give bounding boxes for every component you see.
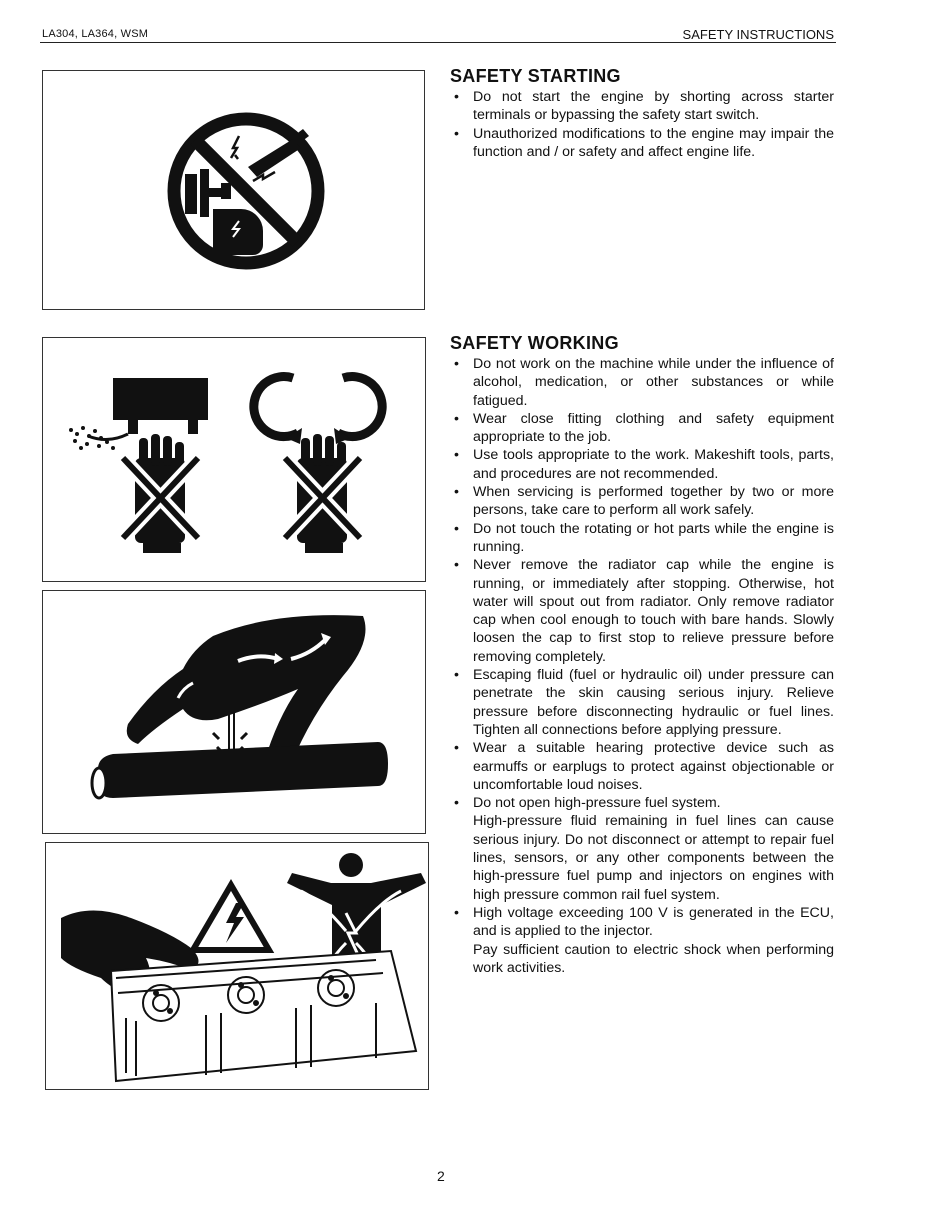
list-item-text: Never remove the radiator cap while the engine is running, or immediately after stopping. Otherwise, hot water will spout out from radiator. Only remove radiator cap when cool enough to touch with bare hands. Slowly loosen the cap to first stop to relieve pressure before removing completely. [473, 557, 834, 665]
bullet: • [454, 904, 459, 921]
escaping-fluid-illustration-frame [42, 590, 426, 834]
bullet: • [454, 447, 459, 464]
rotating-hot-parts-illustration [43, 338, 425, 581]
bullet: • [454, 740, 459, 757]
no-shorting-starter-icon [43, 71, 424, 309]
bullet: • [454, 795, 459, 812]
list-item [450, 904, 834, 977]
list-item [450, 410, 834, 447]
list-item-text: High voltage exceeding 100 V is generated in the ECU, and is applied to the injector. [473, 904, 834, 940]
list-item [450, 520, 834, 557]
list-item [450, 556, 834, 666]
electric-shock-illustration-frame [45, 842, 429, 1090]
list-item-text: Escaping fluid (fuel or hydraulic oil) under pressure can penetrate the skin causing serious injury. Relieve pressure before disconnecting hydraulic or fuel lines. Tighten all connections before applying pressure. [473, 667, 834, 738]
safety-working-title: SAFETY WORKING [450, 333, 619, 353]
bullet: • [454, 356, 459, 372]
list-item-text: Pay sufficient caution to electric shock when performing work activities. [473, 941, 834, 976]
safety-starting-title: SAFETY STARTING [450, 66, 621, 86]
list-item [450, 446, 834, 483]
list-item-text: Wear a suitable hearing protective device such as earmuffs or earplugs to protect against objectionable or uncomfortable loud noises. [473, 740, 834, 793]
page-number: 2 [437, 1168, 445, 1184]
list-item-text: Do not start the engine by shorting across starter terminals or bypassing the safety start switch. [473, 89, 834, 124]
list-item [450, 125, 834, 162]
bullet: • [454, 89, 459, 105]
list-item-text: Wear close fitting clothing and safety equipment appropriate to the job. [473, 410, 834, 446]
bullet: • [454, 520, 459, 537]
list-item-text: Do not open high-pressure fuel system. [473, 795, 721, 812]
list-item [450, 355, 834, 410]
manual-code: LA304, LA364, WSM [42, 28, 149, 40]
rotating-parts-illustration-frame [42, 337, 426, 582]
list-item-text: Use tools appropriate to the work. Makeshift tools, parts, and procedures are not recommended. [473, 447, 834, 482]
list-item [450, 483, 834, 520]
bullet: • [454, 484, 459, 501]
electric-shock-illustration [46, 843, 428, 1089]
bullet: • [454, 557, 459, 574]
list-item-text: Do not touch the rotating or hot parts while the engine is running. [473, 520, 834, 555]
safety-working-list [450, 355, 834, 977]
safety-starting-section [450, 66, 834, 161]
list-item-text: Do not work on the machine while under the influence of alcohol, medication, or other substances or while fatigued. [473, 356, 834, 409]
list-item-text: High-pressure fluid remaining in fuel lines can cause serious injury. Do not disconnect or attempt to repair fuel lines, sensors, or any other components between the high-pressure fuel pump and injectors on engines with high pressure common rail fuel system. [473, 813, 834, 903]
list-item-text: When servicing is performed together by two or more persons, take care to perform all work safely. [473, 484, 834, 519]
safety-working-section [450, 333, 834, 977]
bullet: • [454, 410, 459, 427]
header-rule [40, 42, 836, 43]
list-item [450, 88, 834, 125]
section-header: SAFETY INSTRUCTIONS [682, 27, 834, 42]
safety-starting-list [450, 88, 834, 161]
list-item [450, 794, 834, 904]
escaping-fluid-illustration [43, 591, 425, 833]
bullet: • [454, 667, 459, 684]
list-item-text: Unauthorized modifications to the engine may impair the function and / or safety and affect engine life. [473, 125, 834, 160]
bullet: • [454, 125, 459, 142]
starting-illustration-frame [42, 70, 425, 310]
list-item [450, 666, 834, 739]
list-item [450, 739, 834, 794]
